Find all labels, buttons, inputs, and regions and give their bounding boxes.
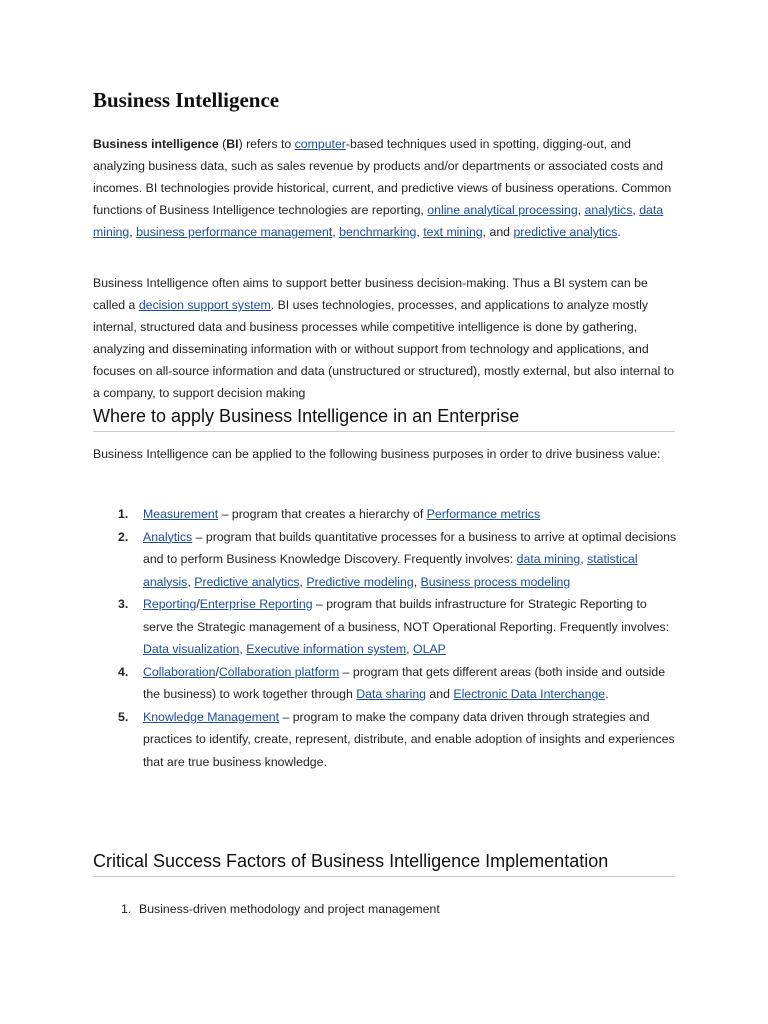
link-data-mining-item[interactable]: data mining bbox=[516, 552, 581, 566]
link-enterprise-reporting[interactable]: Enterprise Reporting bbox=[199, 597, 313, 611]
link-measurement[interactable]: Measurement bbox=[143, 507, 219, 521]
link-statistical-analysis[interactable]: statistical analysis bbox=[143, 552, 638, 589]
link-analytics[interactable]: analytics bbox=[584, 203, 633, 217]
link-text-mining[interactable]: text mining bbox=[423, 225, 483, 239]
link-reporting[interactable]: Reporting bbox=[143, 597, 197, 611]
decision-paragraph: Business Intelligence often aims to support better business decision-making. Thus a BI system can be called a decision support system. BI uses technologies, processes, and applications to analyze mostly internal, structured data and business processes while competitive intelligence is done by gathering, analyzing and disseminating information with or without support from technology and applications, and focuses on all-source information and data (unstructured or structured), mostly external, but also internal to a company, to support decision making bbox=[93, 276, 674, 400]
list-number: 5. bbox=[118, 709, 129, 724]
link-electronic-data-interchange[interactable]: Electronic Data Interchange bbox=[453, 687, 606, 701]
link-computer[interactable]: computer bbox=[294, 137, 346, 151]
link-knowledge-management[interactable]: Knowledge Management bbox=[143, 709, 280, 724]
purposes-list bbox=[93, 503, 679, 773]
link-predictive-modeling[interactable]: Predictive modeling bbox=[306, 574, 414, 589]
link-performance-metrics[interactable]: Performance metrics bbox=[426, 507, 541, 521]
list-number: 3. bbox=[118, 597, 129, 611]
link-data-sharing[interactable]: Data sharing bbox=[356, 687, 427, 701]
list-item: 5. Knowledge Management – program to make the company data driven through strategies and practices to identify, create, represent, distribute, and enable adoption of insights and experiences that are true business knowledge. bbox=[93, 706, 679, 774]
intro-paragraph: Business intelligence (BI) refers to computer-based techniques used in spotting, digging-out, and analyzing business data, such as sales revenue by products and/or departments or associated costs and incomes. BI technologies provide historical, current, and predictive views of business operations. Common functions of Business Intelligence technologies are reporting, online analytical processing, analytics, data mining, business performance management, benchmarking, text mining, and predictive analytics. bbox=[93, 137, 672, 239]
link-executive-information-system[interactable]: Executive information system bbox=[246, 642, 407, 656]
bold-term: Business intelligence bbox=[93, 137, 219, 151]
list-item: 3. Reporting/Enterprise Reporting – program that builds infrastructure for Strategic Reporting to serve the Strategic management of a business, NOT Operational Reporting. Frequently involves: Data visualization, Executive information system, OLAP bbox=[93, 593, 679, 661]
section-heading-where-to-apply: Where to apply Business Intelligence in an Enterprise bbox=[93, 406, 675, 432]
link-decision-support-system[interactable]: decision support system bbox=[138, 298, 271, 312]
success-factors-list bbox=[93, 898, 440, 920]
bold-abbrev: BI bbox=[226, 137, 239, 151]
list-number: 4. bbox=[118, 664, 129, 679]
page-title: Business Intelligence bbox=[93, 88, 280, 112]
link-collaboration[interactable]: Collaboration bbox=[143, 664, 216, 679]
link-online-analytical-processing[interactable]: online analytical processing bbox=[427, 203, 578, 217]
link-analytics-item[interactable]: Analytics bbox=[143, 529, 193, 544]
list-number: 1. bbox=[121, 902, 132, 916]
link-data-visualization[interactable]: Data visualization bbox=[143, 642, 240, 656]
section-heading-critical-success-factors: Critical Success Factors of Business Intelligence Implementation bbox=[93, 851, 675, 877]
link-collaboration-platform[interactable]: Collaboration platform bbox=[218, 664, 340, 679]
link-benchmarking[interactable]: benchmarking bbox=[339, 225, 417, 239]
link-predictive-analytics[interactable]: predictive analytics bbox=[513, 225, 618, 239]
list-number: 2. bbox=[118, 529, 129, 544]
link-business-process-modeling[interactable]: Business process modeling bbox=[420, 574, 571, 589]
section-intro-paragraph: Business Intelligence can be applied to the following business purposes in order to drive business value: bbox=[93, 447, 661, 461]
link-business-performance-management[interactable]: business performance management bbox=[136, 225, 333, 239]
list-number: 1. bbox=[118, 507, 129, 521]
list-item bbox=[93, 898, 440, 920]
list-item-text: Business-driven methodology and project management bbox=[139, 902, 440, 916]
link-data-mining[interactable]: data mining bbox=[93, 203, 664, 239]
list-item: 1. Measurement – program that creates a hierarchy of Performance metrics bbox=[93, 503, 679, 526]
link-predictive-analytics-item[interactable]: Predictive analytics bbox=[194, 574, 300, 589]
list-item: 4. Collaboration/Collaboration platform – program that gets different areas (both inside and outside the business) to work together through Data sharing and Electronic Data Interchange. bbox=[93, 661, 679, 706]
link-olap[interactable]: OLAP bbox=[413, 642, 446, 656]
list-item: 2. Analytics – program that builds quantitative processes for a business to arrive at optimal decisions and to perform Business Knowledge Discovery. Frequently involves: data mining, statistical analysis, Predictive analytics, Predictive modeling, Business process modeling bbox=[93, 526, 679, 594]
